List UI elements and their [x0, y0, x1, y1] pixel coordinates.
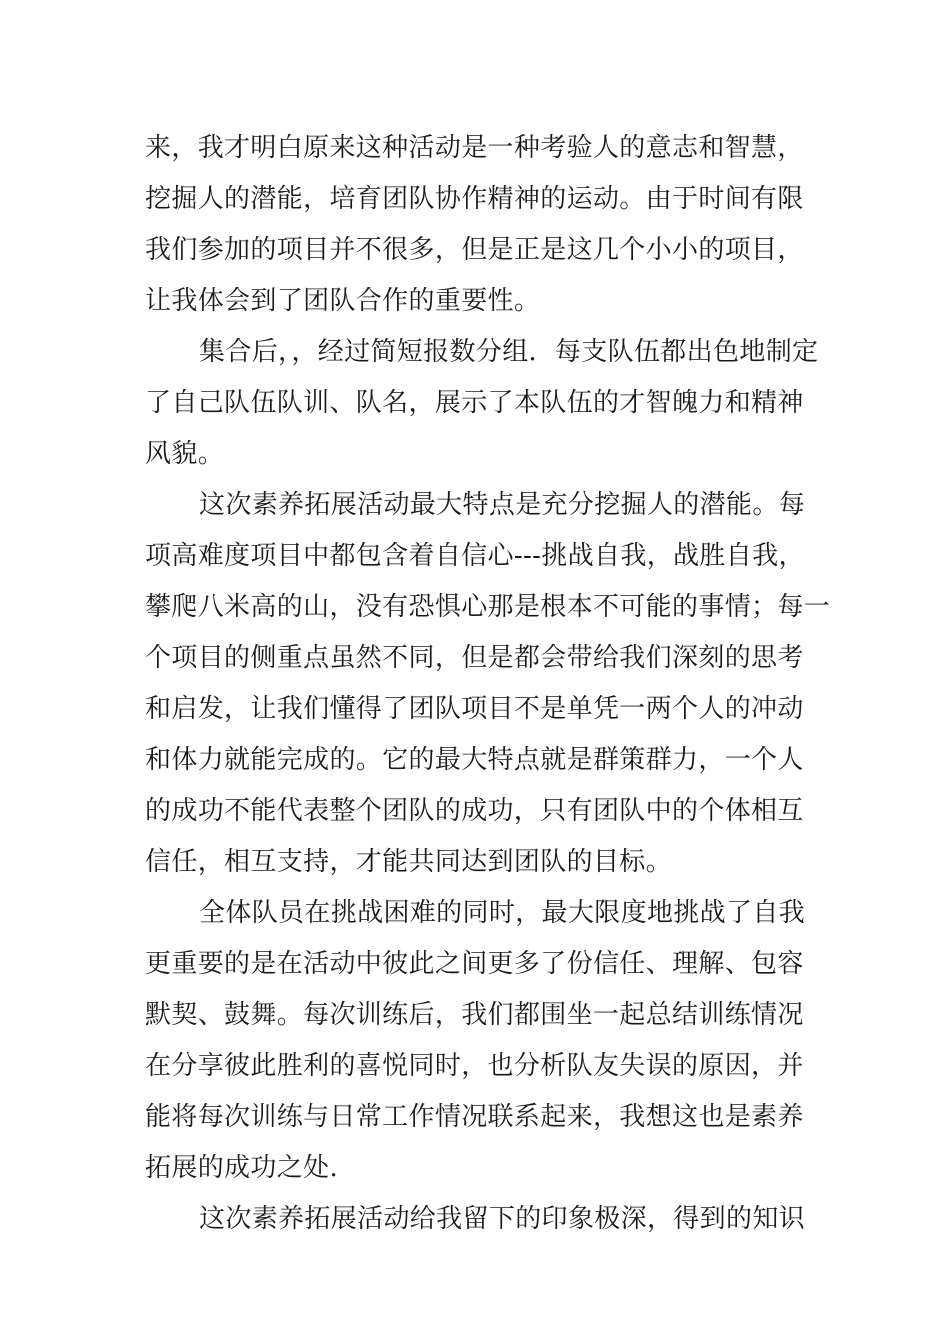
- text-line: 拓展的成功之处.: [145, 1153, 339, 1183]
- document-body: [145, 123, 831, 1245]
- text-line: 的成功不能代表整个团队的成功，只有团队中的个体相互: [145, 796, 804, 826]
- text-line: 信任，相互支持，才能共同达到团队的目标。: [145, 847, 673, 877]
- paragraph-2: [145, 327, 819, 480]
- paragraph-4: [145, 888, 810, 1194]
- text-line: 让我体会到了团队合作的重要性。: [145, 286, 541, 316]
- paragraph-3: [145, 480, 831, 888]
- text-line: 和体力就能完成的。它的最大特点就是群策群力，一个人: [145, 745, 804, 775]
- text-line: 这次素养拓展活动最大特点是充分挖掘人的潜能。每: [199, 490, 806, 520]
- text-line: 我们参加的项目并不很多，但是正是这几个小小的项目，: [145, 235, 804, 265]
- paragraph-5: [145, 1194, 810, 1245]
- text-line: 在分享彼此胜利的喜悦同时，也分析队友失误的原因，并: [145, 1051, 804, 1081]
- text-line: 这次素养拓展活动给我留下的印象极深，得到的知识: [199, 1204, 806, 1234]
- text-line: 风貌。: [145, 439, 225, 469]
- text-line: 来，我才明白原来这种活动是一种考验人的意志和智慧，: [145, 133, 804, 163]
- text-line: 能将每次训练与日常工作情况联系起来，我想这也是素养: [145, 1102, 804, 1132]
- text-line: 更重要的是在活动中彼此之间更多了份信任、理解、包容: [145, 949, 804, 979]
- text-line: 攀爬八米高的山，没有恐惧心那是根本不可能的事情；每一: [145, 592, 831, 622]
- text-line: 项高难度项目中都包含着自信心---挑战自我，战胜自我，: [145, 541, 805, 571]
- text-line: 全体队员在挑战困难的同时，最大限度地挑战了自我: [199, 898, 806, 928]
- text-line: 默契、鼓舞。每次训练后，我们都围坐一起总结训练情况: [145, 1000, 804, 1030]
- text-line: 了自己队伍队训、队名，展示了本队伍的才智魄力和精神: [145, 388, 804, 418]
- text-line: 个项目的侧重点虽然不同，但是都会带给我们深刻的思考: [145, 643, 804, 673]
- text-line: 集合后，，经过简短报数分组．每支队伍都出色地制定: [199, 337, 819, 367]
- text-line: 和启发，让我们懂得了团队项目不是单凭一两个人的冲动: [145, 694, 804, 724]
- text-line: 挖掘人的潜能，培育团队协作精神的运动。由于时间有限: [145, 184, 804, 214]
- paragraph-1: [145, 123, 810, 327]
